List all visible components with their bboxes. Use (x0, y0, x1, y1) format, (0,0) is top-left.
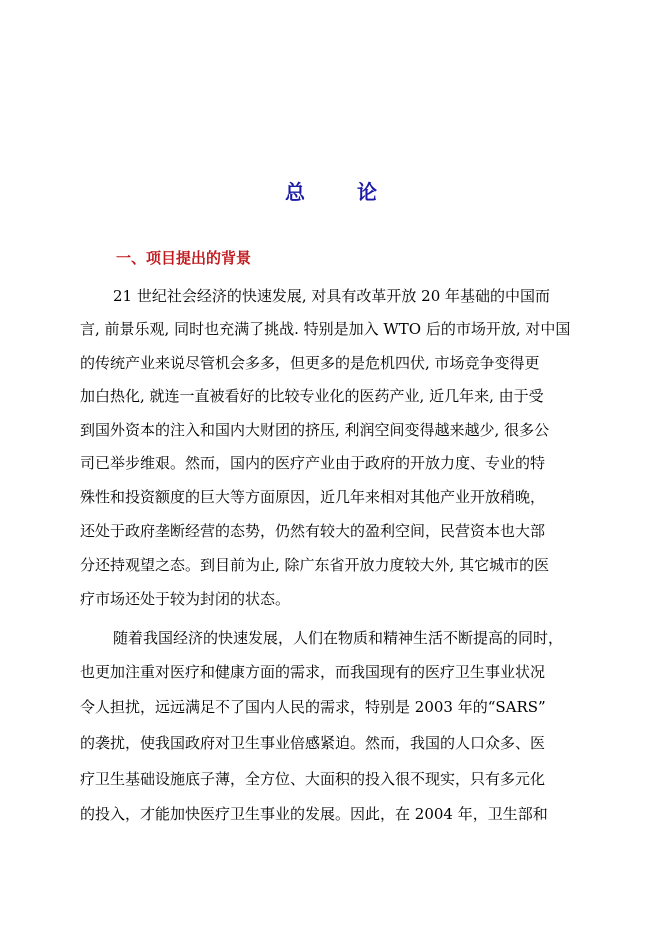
text-line: 的传统产业来说尽管机会多多，但更多的是危机四伏, 市场竞争变得更 (80, 354, 540, 372)
title-char-1: 总 (285, 180, 305, 204)
text-line: 随着我国经济的快速发展，人们在物质和精神生活不断提高的同时， (113, 629, 564, 647)
text-line: 分还持观望之态。到目前为止, 除广东省开放力度较大外, 其它城市的医 (80, 556, 550, 574)
text-line: 疗卫生基础设施底子薄，全方位、大面积的投入很不现实，只有多元化 (80, 770, 546, 788)
text-line: 也更加注重对医疗和健康方面的需求，而我国现有的医疗卫生事业状况 (80, 663, 546, 681)
text-line: 司已举步维艰。然而，国内的医疗产业由于政府的开放力度、专业的特 (80, 454, 546, 472)
text-line: 21 世纪社会经济的快速发展, 对具有改革开放 20 年基础的中国而 (113, 287, 551, 305)
page-title (0, 176, 662, 205)
text-line: 殊性和投资额度的巨大等方面原因，近几年来相对其他产业开放稍晚， (80, 488, 546, 506)
text-line: 疗市场还处于较为封闭的状态。 (80, 590, 291, 608)
text-line: 加白热化, 就连一直被看好的比较专业化的医药产业, 近几年来, 由于受 (80, 387, 544, 405)
text-line: 还处于政府垄断经营的态势，仍然有较大的盈利空间，民营资本也大部 (80, 522, 546, 540)
text-line: 的投入，才能加快医疗卫生事业的发展。因此，在 2004 年，卫生部和 (80, 805, 548, 823)
text-line: 的袭扰，使我国政府对卫生事业倍感紧迫。然而，我国的人口众多、医 (80, 734, 546, 752)
text-line: 令人担扰，远远满足不了国内人民的需求，特别是 2003 年的“SARS” (80, 698, 546, 716)
title-char-2: 论 (357, 180, 377, 204)
section-heading: 一、项目提出的背景 (116, 249, 252, 267)
text-line: 言, 前景乐观, 同时也充满了挑战. 特别是加入 WTO 后的市场开放, 对中国 (80, 320, 571, 338)
text-line: 到国外资本的注入和国内大财团的挤压, 利润空间变得越来越少, 很多公 (80, 421, 550, 439)
